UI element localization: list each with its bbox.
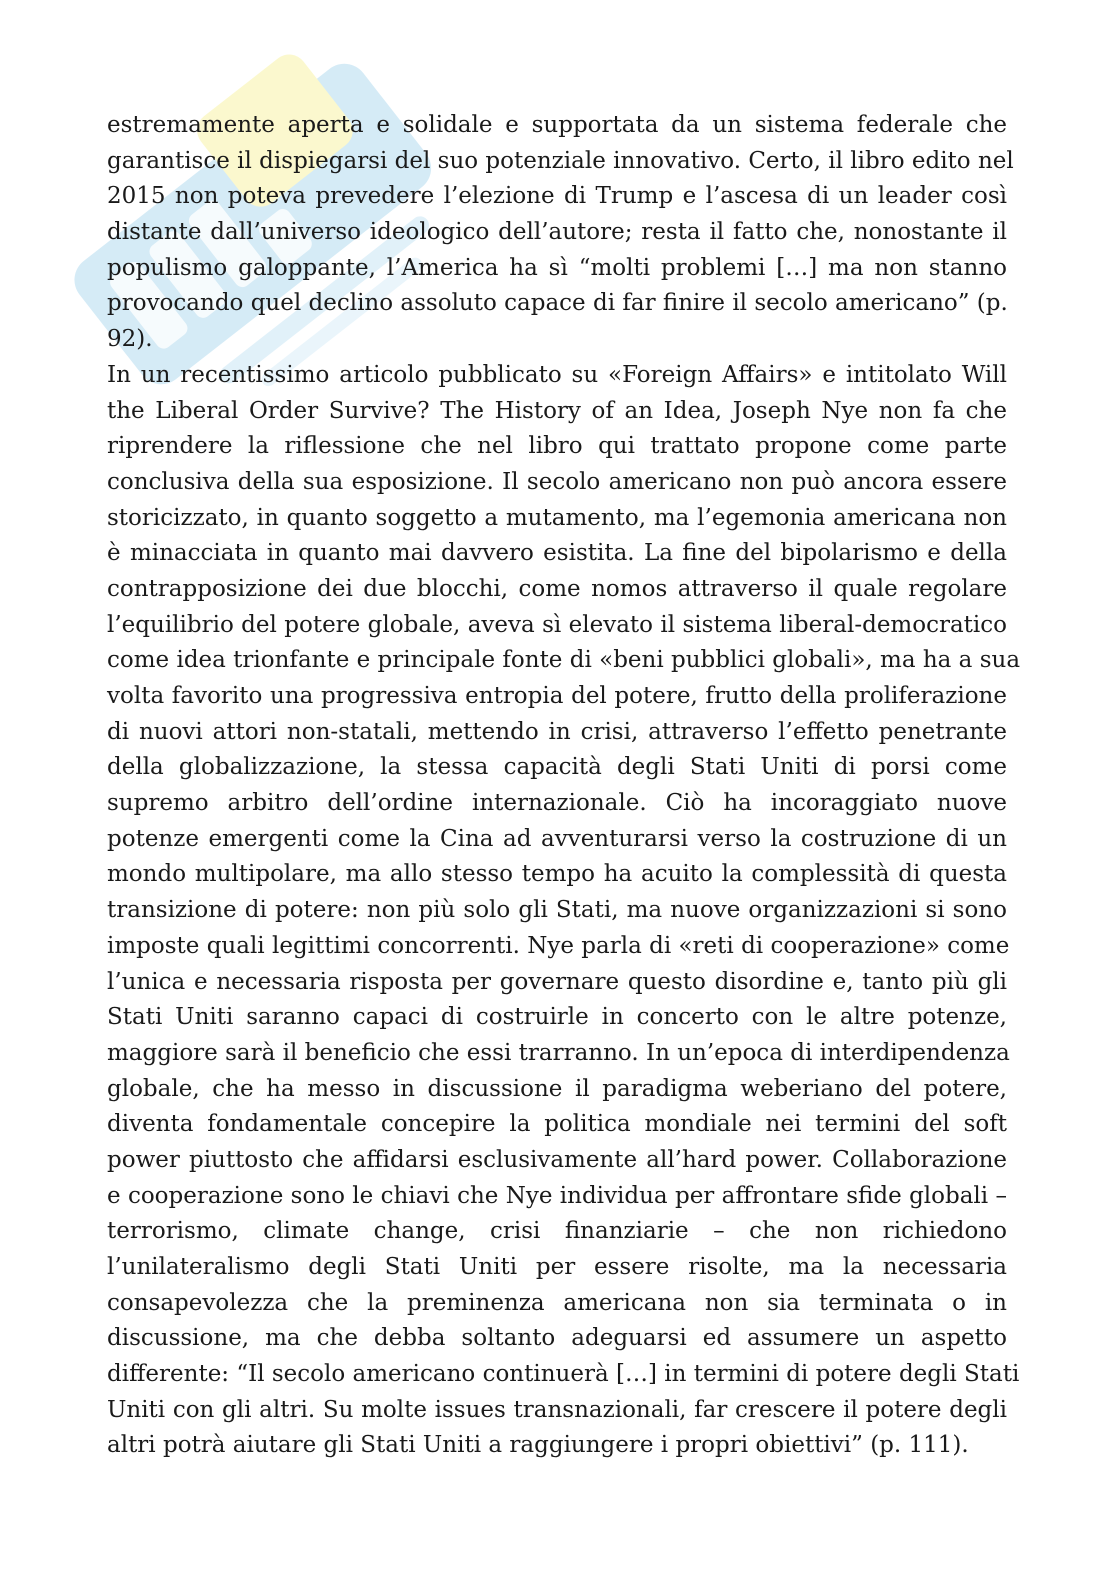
text-line: power piuttosto che affidarsi esclusivamente all’hard power. Collaborazione — [107, 1146, 1007, 1173]
text-line: supremo arbitro dell’ordine internazionale. Ciò ha incoraggiato nuove — [107, 790, 1007, 817]
text-line: 2015 non poteva prevedere l’elezione di Trump e l’ascesa di un leader così — [107, 183, 1007, 210]
paragraph-2 — [107, 358, 1021, 1464]
text-line: conclusiva della sua esposizione. Il secolo americano non può ancora essere — [107, 468, 1007, 495]
text-line: In un recentissimo articolo pubblicato su «Foreign Affairs» e intitolato Will — [107, 361, 1007, 388]
text-line: Uniti con gli altri. Su molte issues transnazionali, far crescere il potere degli — [107, 1396, 1007, 1423]
text-line: populismo galoppante, l’America ha sì “molti problemi […] ma non stanno — [107, 254, 1007, 281]
text-line: altri potrà aiutare gli Stati Uniti a raggiungere i propri obiettivi” (p. 111). — [107, 1432, 969, 1459]
text-line: Stati Uniti saranno capaci di costruirle in concerto con le altre potenze, — [107, 1004, 1007, 1031]
text-line: l’unilateralismo degli Stati Uniti per essere risolte, ma la necessaria — [107, 1254, 1007, 1280]
paragraph-1 — [107, 108, 1014, 358]
text-line: distante dall’universo ideologico dell’autore; resta il fatto che, nonostante il — [107, 219, 1007, 246]
text-line: differente: “Il secolo americano continuerà […] in termini di potere degli Stati — [107, 1361, 1020, 1388]
text-line: estremamente aperta e solidale e supportata da un sistema federale che — [107, 112, 1007, 138]
text-line: l’unica e necessaria risposta per governare questo disordine e, tanto più gli — [107, 968, 1007, 995]
text-line: globale, che ha messo in discussione il paradigma weberiano del potere, — [107, 1075, 1007, 1102]
text-line: terrorismo, climate change, crisi finanziarie – che non richiedono — [107, 1218, 1007, 1245]
text-line: come idea trionfante e principale fonte di «beni pubblici globali», ma ha a sua — [107, 647, 1021, 674]
text-line: l’equilibrio del potere globale, aveva sì elevato il sistema liberal-democratico — [107, 611, 1007, 638]
text-line: garantisce il dispiegarsi del suo potenziale innovativo. Certo, il libro edito nel — [107, 147, 1014, 174]
text-line: 92). — [107, 326, 153, 353]
text-line: storicizzato, in quanto soggetto a mutamento, ma l’egemonia americana non — [107, 504, 1007, 531]
text-line: di nuovi attori non-statali, mettendo in crisi, attraverso l’effetto penetrante — [107, 718, 1007, 745]
text-line: maggiore sarà il beneficio che essi trarranno. In un’epoca di interdipendenza — [107, 1039, 1010, 1066]
text-line: mondo multipolare, ma allo stesso tempo ha acuito la complessità di questa — [107, 861, 1007, 888]
text-line: è minacciata in quanto mai davvero esistita. La fine del bipolarismo e della — [107, 540, 1007, 567]
text-line: transizione di potere: non più solo gli Stati, ma nuove organizzazioni si sono — [107, 897, 1007, 924]
text-line: riprendere la riflessione che nel libro qui trattato propone come parte — [107, 433, 1007, 460]
text-line: provocando quel declino assoluto capace di far finire il secolo americano” (p. — [107, 290, 1008, 317]
text-line: imposte quali legittimi concorrenti. Nye parla di «reti di cooperazione» come — [107, 932, 1010, 959]
text-line: consapevolezza che la preminenza americana non sia terminata o in — [107, 1289, 1007, 1316]
text-line: volta favorito una progressiva entropia del potere, frutto della proliferazione — [107, 683, 1007, 709]
text-line: discussione, ma che debba soltanto adeguarsi ed assumere un aspetto — [107, 1325, 1007, 1352]
text-line: potenze emergenti come la Cina ad avventurarsi verso la costruzione di un — [107, 825, 1007, 852]
text-line: contrapposizione dei due blocchi, come nomos attraverso il quale regolare — [107, 575, 1007, 602]
text-line: the Liberal Order Survive? The History of an Idea, Joseph Nye non fa che — [107, 397, 1007, 424]
text-line: della globalizzazione, la stessa capacità degli Stati Uniti di porsi come — [107, 754, 1007, 781]
text-line: e cooperazione sono le chiavi che Nye individua per affrontare sfide globali – — [107, 1182, 1007, 1209]
article-body — [107, 108, 1021, 1464]
text-line: diventa fondamentale concepire la politica mondiale nei termini del soft — [107, 1111, 1007, 1138]
